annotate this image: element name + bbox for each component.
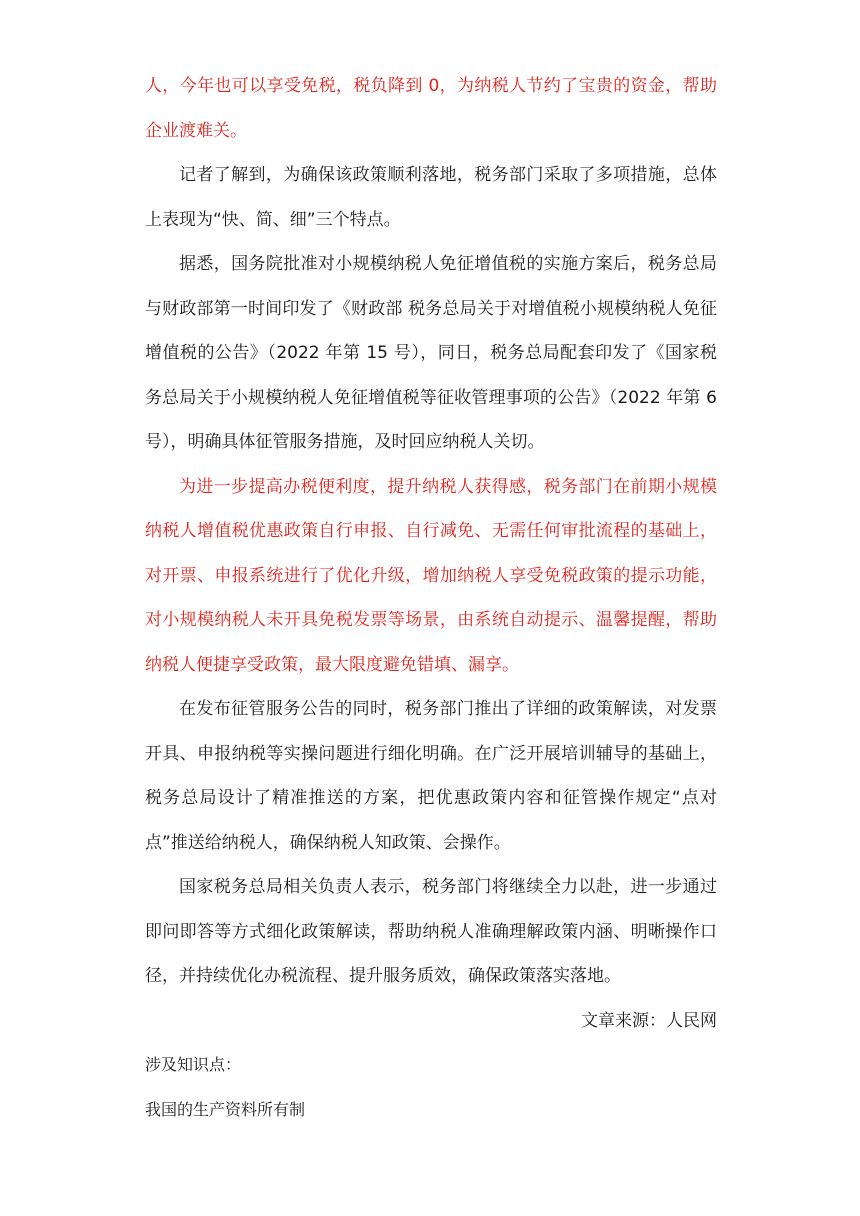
paragraph-5: 在发布征管服务公告的同时，税务部门推出了详细的政策解读，对发票开具、申报纳税等实操问题进行细化明确。在广泛开展培训辅导的基础上，税务总局设计了精准推送的方案，把优惠政策内容和征管操作规定“点对点”推送给纳税人，确保纳税人知政策、会操作。 xyxy=(145,699,717,853)
paragraph-1: 人，今年也可以享受免税，税负降到 0，为纳税人节约了宝贵的资金，帮助企业渡难关。 xyxy=(145,76,717,141)
knowledge-label: 涉及知识点： xyxy=(145,1055,242,1074)
document-page xyxy=(145,64,717,1132)
knowledge-item: 我国的生产资料所有制 xyxy=(145,1099,306,1119)
paragraph-6: 国家税务总局相关负责人表示，税务部门将继续全力以赴，进一步通过即问即答等方式细化政策解读，帮助纳税人准确理解政策内涵、明晰操作口径，并持续优化办税流程、提升服务质效，确保政策落实落地。 xyxy=(145,877,717,986)
paragraph-4: 为进一步提高办税便利度，提升纳税人获得感，税务部门在前期小规模纳税人增值税优惠政策自行申报、自行减免、无需任何审批流程的基础上，对开票、申报系统进行了优化升级，增加纳税人享受免税政策的提示功能，对小规模纳税人未开具免税发票等场景，由系统自动提示、温馨提醒，帮助纳税人便捷享受政策，最大限度避免错填、漏享。 xyxy=(145,476,717,675)
paragraph-2: 记者了解到，为确保该政策顺利落地，税务部门采取了多项措施，总体上表现为“快、简、细”三个特点。 xyxy=(145,165,717,230)
paragraph-3: 据悉，国务院批准对小规模纳税人免征增值税的实施方案后，税务总局与财政部第一时间印发了《财政部 税务总局关于对增值税小规模纳税人免征增值税的公告》（2022 年第 15 号），同日，税务总局配套印发了《国家税务总局关于小规模纳税人免征增值税等征收管理事项的公告》（2022 年第 6 号），明确具体征管服务措施，及时回应纳税人关切。 xyxy=(145,254,717,452)
article-source: 文章来源：人民网 xyxy=(581,1010,717,1031)
